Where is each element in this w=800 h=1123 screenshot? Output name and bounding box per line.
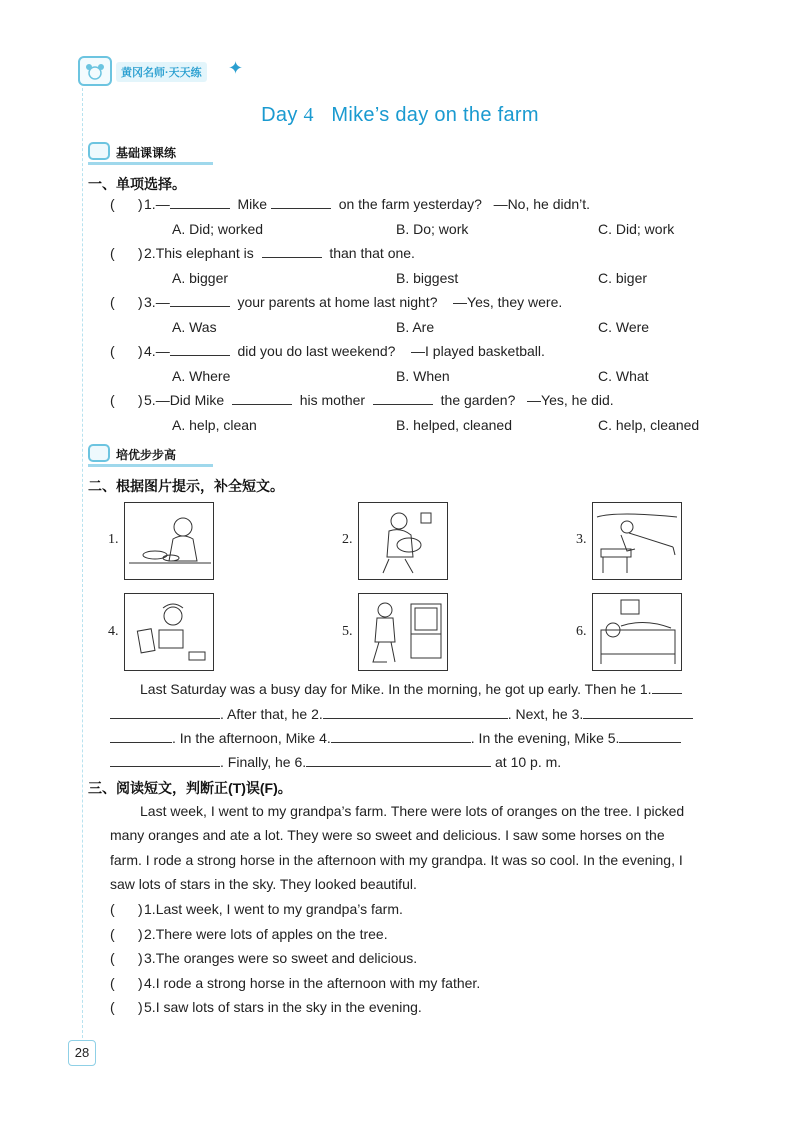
mc-question-4: ( )4.— did you do last weekend? —I played basketball. xyxy=(110,343,545,359)
mc-option-b: B. biggest xyxy=(396,270,459,286)
tf-item-5: ( )5.I saw lots of stars in the sky in the evening. xyxy=(110,999,422,1015)
mc-option-c: C. Were xyxy=(598,319,650,335)
mc-option-b: B. Are xyxy=(396,319,435,335)
mc-option-b: B. helped, cleaned xyxy=(396,417,512,433)
picture-fishing xyxy=(592,502,682,580)
picture-number: 2. xyxy=(342,532,353,547)
picture-number: 4. xyxy=(108,624,119,639)
answer-blank[interactable] xyxy=(110,730,172,743)
mc-option-a: A. Was xyxy=(172,319,217,335)
answer-bracket[interactable]: ( ) xyxy=(110,926,143,942)
answer-blank[interactable] xyxy=(306,754,491,767)
reading-paragraph-line: Last week, I went to my grandpa’s farm. There were lots of oranges on the tree. I picked xyxy=(140,803,685,819)
answer-bracket[interactable]: ( ) xyxy=(110,950,143,966)
answer-blank[interactable] xyxy=(271,196,331,209)
answer-bracket[interactable]: ( ) xyxy=(110,999,143,1015)
answer-bracket[interactable]: ( ) xyxy=(110,901,143,917)
reading-paragraph-line: farm. I rode a strong horse in the afternoon with my grandpa. It was so cool. In the evening, I xyxy=(110,852,683,868)
mc-option-c: C. What xyxy=(598,368,649,384)
answer-blank[interactable] xyxy=(170,294,230,307)
tf-item-2: ( )2.There were lots of apples on the tree. xyxy=(110,926,388,942)
page-number: 28 xyxy=(68,1040,96,1066)
section-heading-2: 二、根据图片提示，补全短文。 xyxy=(88,478,284,494)
mc-option-a: A. Where xyxy=(172,368,231,384)
bear-icon xyxy=(88,142,110,160)
mc-option-c: C. biger xyxy=(598,270,648,286)
brand-title: 黄冈名师·天天练 xyxy=(116,62,207,82)
cloze-line-2: . After that, he 2. . Next, he 3. xyxy=(110,702,693,726)
answer-blank[interactable] xyxy=(652,681,682,694)
mc-question-2: ( )2.This elephant is than that one. xyxy=(110,245,415,261)
answer-blank[interactable] xyxy=(619,730,681,743)
answer-blank[interactable] xyxy=(110,706,220,719)
mc-option-a: A. Did; worked xyxy=(172,221,264,237)
mc-option-c: C. Did; work xyxy=(598,221,675,237)
answer-bracket[interactable]: ( ) xyxy=(110,975,143,991)
cloze-line-4: . Finally, he 6. at 10 p. m. xyxy=(110,750,561,774)
cloze-line-1: Last Saturday was a busy day for Mike. In the morning, he got up early. Then he 1. xyxy=(140,677,682,701)
mc-question-5: ( )5.—Did Mike his mother the garden? —Yes, he did. xyxy=(110,392,614,408)
tf-item-3: ( )3.The oranges were so sweet and delicious. xyxy=(110,950,418,966)
picture-number: 6. xyxy=(576,624,587,639)
bear-icon xyxy=(78,56,112,86)
picture-watching-tv xyxy=(358,593,448,671)
mc-question-1: ( )1.— Mike on the farm yesterday? —No, he didn’t. xyxy=(110,196,591,212)
answer-blank[interactable] xyxy=(232,392,292,405)
mc-option-b: B. When xyxy=(396,368,450,384)
picture-reading-book xyxy=(124,593,214,671)
cloze-line-3: . In the afternoon, Mike 4. . In the evening, Mike 5. xyxy=(110,726,681,750)
section-heading-1: 一、单项选择。 xyxy=(88,176,186,192)
picture-playing-guitar xyxy=(358,502,448,580)
picture-number: 1. xyxy=(108,532,119,547)
tf-item-1: ( )1.Last week, I went to my grandpa’s farm. xyxy=(110,901,403,917)
star-icon: ✦ xyxy=(228,58,244,78)
page-title: Day 4 Mike’s day on the farm xyxy=(261,104,539,126)
answer-blank[interactable] xyxy=(170,196,230,209)
reading-paragraph-line: many oranges and ate a lot. They were so sweet and delicious. I saw some horses on the xyxy=(110,827,665,843)
answer-blank[interactable] xyxy=(373,392,433,405)
picture-sleeping xyxy=(592,593,682,671)
picture-eating-breakfast xyxy=(124,502,214,580)
answer-blank[interactable] xyxy=(583,706,693,719)
mc-option-a: A. help, clean xyxy=(172,417,257,433)
bear-icon xyxy=(88,444,110,462)
picture-number: 3. xyxy=(576,532,587,547)
margin-line xyxy=(82,88,83,1038)
brand-logo xyxy=(78,56,248,86)
answer-blank[interactable] xyxy=(170,343,230,356)
reading-paragraph-line: saw lots of stars in the sky. They looked beautiful. xyxy=(110,876,417,892)
mc-option-b: B. Do; work xyxy=(396,221,469,237)
answer-blank[interactable] xyxy=(331,730,471,743)
mc-question-3: ( )3.— your parents at home last night? —Yes, they were. xyxy=(110,294,563,310)
answer-blank[interactable] xyxy=(323,706,508,719)
section-heading-3: 三、阅读短文，判断正(T)误(F)。 xyxy=(88,780,292,796)
tf-item-4: ( )4.I rode a strong horse in the afternoon with my father. xyxy=(110,975,481,991)
picture-number: 5. xyxy=(342,624,353,639)
mc-option-c: C. help, cleaned xyxy=(598,417,700,433)
answer-blank[interactable] xyxy=(262,245,322,258)
answer-blank[interactable] xyxy=(110,754,220,767)
mc-option-a: A. bigger xyxy=(172,270,229,286)
